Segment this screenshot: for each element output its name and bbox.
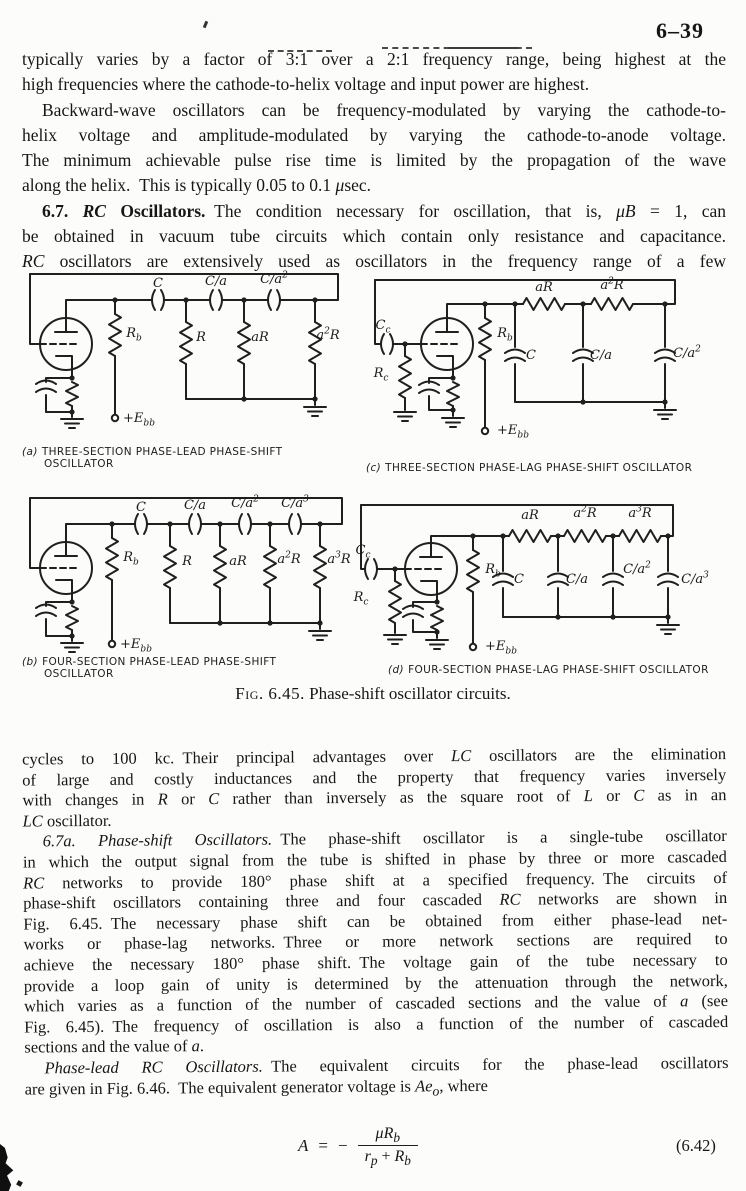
component-label: $C/a^2$ [623,560,651,577]
ground-symbol [61,643,83,652]
component-label: $a^2R$ [600,276,624,293]
equation-6-42 [298,1124,418,1167]
component-label: aR [229,554,247,569]
text-line: provide a loop gain of unity is determined by the attenuation through the network, [23,970,728,996]
component-label: R [196,330,206,345]
capacitor-symbol [189,514,201,534]
component-label: C/a [204,274,228,289]
resistor-symbol [479,318,491,360]
component-label: $a^3R$ [327,550,351,567]
resistor-symbol [447,382,459,406]
component-label: C/a [589,348,613,363]
capacitor-symbol [381,334,393,354]
supply-label: $+E_{bb}$ [123,411,155,429]
caption-circuit-d: (d) FOUR-SECTION PHASE-LAG PHASE-SHIFT OSCILLATOR [388,664,709,676]
text-line: sections and the value of a. [24,1036,205,1057]
resistor-symbol [591,298,633,310]
component-label: $a^2R$ [316,326,340,343]
capacitor-symbol [655,350,675,362]
capacitor-symbol [268,290,280,310]
supply-terminal [470,644,476,650]
circuit-diagram-d [343,490,743,662]
text-line: phase-shift oscillators containing three and four cascaded RC networks are shown in [23,888,728,913]
component-label: $a^2R$ [277,550,301,567]
supply-terminal [109,641,115,647]
ground-symbol [394,412,416,421]
resistor-symbol [66,382,78,406]
text-line: typically varies by a factor of 3:1 over a 2:1 frequency range, being highest at the [22,49,726,69]
capacitor-symbol [658,574,678,586]
body-text-top [22,47,726,275]
supply-terminal [482,428,488,434]
text-line: cycles to 100 kc. Their principal advantages over LC oscillators are the elimination [22,744,727,769]
text-line: RC networks to provide 180° phase shift at a specified frequency. The circuits of [22,867,728,893]
text-line: along the helix. This is typically 0.05 to 0.1 μsec. [22,175,372,196]
component-label: $C/a^2$ [673,344,701,361]
circuit-c-svg [365,262,743,462]
circuit-b-junctions [69,521,322,638]
circuit-diagram-c [365,262,743,462]
figure-caption [0,684,746,704]
text-line: with changes in R or C rather than inversely as the square root of L or C as in an [22,785,727,810]
equation-lhs: A [298,1135,309,1155]
fraction [358,1124,418,1167]
text-line: Backward-wave oscillators can be frequency-modulated by varying the cathode-to- [42,99,726,120]
resistor-symbol [619,530,661,542]
text-line: which varies as a function of the number of cascaded sections and the value of a (see [23,991,729,1016]
ink-speck [16,1180,23,1187]
component-label: $C_c$ [355,543,371,561]
capacitor-symbol [505,350,525,362]
ink-blot [0,1144,14,1191]
circuit-a-wires [30,270,338,428]
ground-symbol [61,419,83,428]
resistor-symbol [389,581,401,623]
text-line: of large and costly inductances and the property that frequency varies inversely [22,764,727,790]
ground-symbol [309,631,331,640]
vacuum-tube-symbol [405,543,457,595]
component-label: C [526,348,536,363]
capacitor-symbol [365,559,377,579]
caption-circuit-c: (c) THREE-SECTION PHASE-LAG PHASE-SHIFT OSCILLATOR [366,462,693,474]
circuit-b-svg [20,488,365,664]
ground-symbol [426,640,448,649]
caption-letter: (b) [22,656,39,668]
text-line: Phase-lead RC Oscillators. The equivalent circuits for the phase-lead oscillators [44,1052,729,1078]
vacuum-tube-symbol [40,542,92,594]
component-label: $C/a^2$ [260,270,288,287]
component-label: $R_b$ [123,550,139,568]
supply-terminal [112,415,118,421]
capacitor-symbol [152,290,164,310]
component-label: aR [521,508,539,523]
ground-symbol [654,410,676,419]
text-line: works or phase-lag networks. Three or more network sections are required to [23,929,728,954]
body-text-bottom [22,744,729,1100]
component-label: C/a [183,498,207,513]
capacitor-symbol [135,514,147,534]
caption-circuit-a: (a) THREE-SECTION PHASE-LEAD PHASE-SHIFT OSCILLATOR [22,446,283,470]
component-label: $R_c$ [373,366,389,384]
component-label: $C_c$ [375,318,391,336]
circuit-b-wires [30,494,342,655]
text-line: The minimum achievable pulse rise time is limited by the propagation of the wave [22,150,726,171]
resistor-symbol [564,530,606,542]
scan-artifact-tick [203,21,208,29]
component-label: $a^3R$ [628,504,652,521]
capacitor-symbol [603,574,623,586]
circuit-diagram-b [20,488,365,664]
caption-circuit-b: (b) FOUR-SECTION PHASE-LEAD PHASE-SHIFT OSCILLATOR [22,656,277,680]
equals-sign: = [318,1135,328,1155]
component-label: aR [535,280,553,295]
capacitor-symbol [210,290,222,310]
text-line: LC oscillator. [22,810,112,831]
text-line: in which the output signal from the tube is shifted in phase by three or more cascaded [22,846,727,872]
text-line: 6.7. RC Oscillators. The condition necessary for oscillation, that is, μB = 1, can [42,200,726,221]
component-label: $R_b$ [485,562,501,580]
ground-symbol [657,625,679,634]
resistor-symbol [509,530,551,542]
text-line: Fig. 6.45. The necessary phase shift can be obtained from either phase-lead net- [23,908,728,934]
resistor-symbol [431,606,443,630]
equation-number: (6.42) [676,1136,716,1155]
vacuum-tube-symbol [40,318,92,370]
vacuum-tube-symbol [421,318,473,370]
resistor-symbol [467,550,479,592]
figure-title: Phase-shift oscillator circuits. [309,684,511,703]
component-label: aR [251,330,269,345]
circuit-a-junctions [69,297,317,414]
supply-label: $+E_{bb}$ [497,423,529,441]
component-label: $C/a^3$ [281,494,309,511]
circuit-diagram-a [20,264,350,440]
resistor-symbol [66,606,78,630]
resistor-symbol [164,546,176,588]
component-label: C [514,572,524,587]
component-label: $C/a^2$ [231,494,259,511]
circuit-a-svg [20,264,350,440]
capacitor-symbol [289,514,301,534]
resistor-symbol [399,356,411,398]
component-label: $R_c$ [353,590,369,608]
component-label: $a^2R$ [573,504,597,521]
component-label: C/a [565,572,589,587]
minus-sign: − [337,1135,348,1155]
resistor-symbol [264,546,276,588]
component-label: R [182,554,192,569]
ground-symbol [442,418,464,427]
text-line: 6.7a. Phase-shift Oscillators. The phase-shift oscillator is a single-tube oscillator [42,826,727,851]
text-line: high frequencies where the cathode-to-helix voltage and input power are highest. [22,74,590,95]
resistor-symbol [106,538,118,580]
resistor-symbol [238,322,250,364]
component-label: $C/a^3$ [681,570,709,587]
text-line: RC oscillators are extensively used as oscillators in the frequency range of a few [22,251,726,272]
figure-number: Fig. 6.45. [235,684,305,703]
component-label: C [136,500,146,515]
circuit-d-junctions [392,533,670,634]
caption-letter: (d) [388,664,405,676]
component-label: $R_b$ [126,326,142,344]
resistor-symbol [214,546,226,588]
resistor-symbol [180,322,192,364]
caption-letter: (a) [22,446,38,458]
capacitor-symbol [239,514,251,534]
text-line: achieve the necessary 180° phase shift. The voltage gain of the tube necessary to [23,949,728,975]
supply-label: $+E_{bb}$ [120,637,152,655]
ground-symbol [304,407,326,416]
text-line: be obtained in vacuum tube circuits which contain only resistance and capacitance. [22,226,726,247]
caption-letter: (c) [366,462,382,474]
resistor-symbol [523,298,565,310]
resistor-symbol [109,314,121,356]
component-label: C [153,276,163,291]
supply-label: $+E_{bb}$ [485,639,517,657]
text-line: are given in Fig. 6.46. The equivalent generator voltage is $Ae_o$, where [24,1075,488,1099]
fraction-denominator: $r_p + R_b$ [364,1148,411,1169]
component-label: $R_b$ [497,326,513,344]
resistor-symbol [314,546,326,588]
page-number: 6–39 [656,18,704,43]
text-line: Fig. 6.45). The frequency of oscillation is also a function of the number of cascaded [24,1011,729,1037]
ground-symbol [384,635,406,644]
fraction-numerator: $\mu R_b$ [358,1124,418,1146]
text-line: helix voltage and amplitude-modulated by varying the cathode-to-anode voltage. [22,124,726,145]
